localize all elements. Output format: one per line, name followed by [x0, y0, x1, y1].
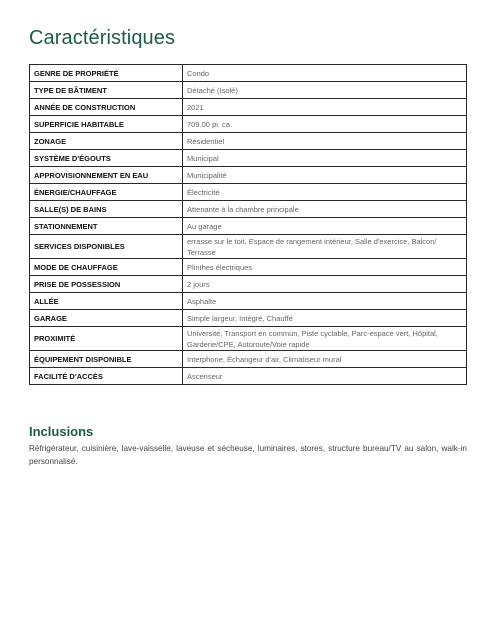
table-row: [30, 150, 467, 167]
table-row: [30, 327, 467, 351]
table-row: [30, 351, 467, 368]
table-row: [30, 133, 467, 150]
row-value: 2 jours: [183, 276, 467, 293]
table-row: [30, 293, 467, 310]
table-row: [30, 276, 467, 293]
table-row: [30, 65, 467, 82]
row-value: 2021: [183, 99, 467, 116]
row-label: FACILITÉ D'ACCÈS: [30, 368, 183, 385]
table-row: [30, 184, 467, 201]
row-value: Au garage: [183, 218, 467, 235]
table-row: [30, 235, 467, 259]
row-label: ZONAGE: [30, 133, 183, 150]
table-row: [30, 82, 467, 99]
row-value: Plinthes électriques: [183, 259, 467, 276]
row-value: Détaché (Isolé): [183, 82, 467, 99]
row-value: Attenante à la chambre principale: [183, 201, 467, 218]
table-row: [30, 99, 467, 116]
row-value: 709.00 pi. ca.: [183, 116, 467, 133]
row-value: Municipalité: [183, 167, 467, 184]
inclusions-heading: Inclusions: [29, 424, 94, 439]
row-label: SALLE(S) DE BAINS: [30, 201, 183, 218]
table-row: [30, 310, 467, 327]
row-label: ÉQUIPEMENT DISPONIBLE: [30, 351, 183, 368]
row-value: Ascenseur: [183, 368, 467, 385]
row-value: Condo: [183, 65, 467, 82]
row-label: SUPERFICIE HABITABLE: [30, 116, 183, 133]
row-label: GARAGE: [30, 310, 183, 327]
row-label: PRISE DE POSSESSION: [30, 276, 183, 293]
row-value: Université, Transport en commun, Piste cyclable, Parc-espace vert, Hôpital, Garderie/CPE, Autoroute/Voie rapide: [183, 327, 467, 351]
table-row: [30, 167, 467, 184]
row-value: errasse sur le toit, Espace de rangement intérieur, Salle d'exercice, Balcon/ Terrasse: [183, 235, 467, 259]
row-value: Municipal: [183, 150, 467, 167]
row-label: GENRE DE PROPRIÉTÉ: [30, 65, 183, 82]
row-label: PROXIMITÉ: [30, 327, 183, 351]
table-row: [30, 201, 467, 218]
characteristics-table: [29, 64, 467, 385]
row-value: Résidentiel: [183, 133, 467, 150]
row-value: Interphone, Échangeur d'air, Climatiseur mural: [183, 351, 467, 368]
row-label: ALLÉE: [30, 293, 183, 310]
row-label: MODE DE CHAUFFAGE: [30, 259, 183, 276]
row-value: Électricité: [183, 184, 467, 201]
row-label: STATIONNEMENT: [30, 218, 183, 235]
row-value: Asphalte: [183, 293, 467, 310]
table-row: [30, 116, 467, 133]
row-label: SYSTÈME D'ÉGOUTS: [30, 150, 183, 167]
row-label: TYPE DE BÂTIMENT: [30, 82, 183, 99]
row-label: ANNÉE DE CONSTRUCTION: [30, 99, 183, 116]
section-title: Caractéristiques: [29, 27, 176, 49]
row-label: ÉNERGIE/CHAUFFAGE: [30, 184, 183, 201]
table-row: [30, 259, 467, 276]
inclusions-text: Réfrigérateur, cuisinière, lave-vaisselle, laveuse et sécheuse, luminaires, stores, structure bureau/TV au salon, walk-in personnalisé.: [29, 444, 467, 466]
table-row: [30, 218, 467, 235]
row-label: SERVICES DISPONIBLES: [30, 235, 183, 259]
row-label: APPROVISIONNEMENT EN EAU: [30, 167, 183, 184]
table-row: [30, 368, 467, 385]
row-value: Simple largeur, Intégré, Chauffé: [183, 310, 467, 327]
